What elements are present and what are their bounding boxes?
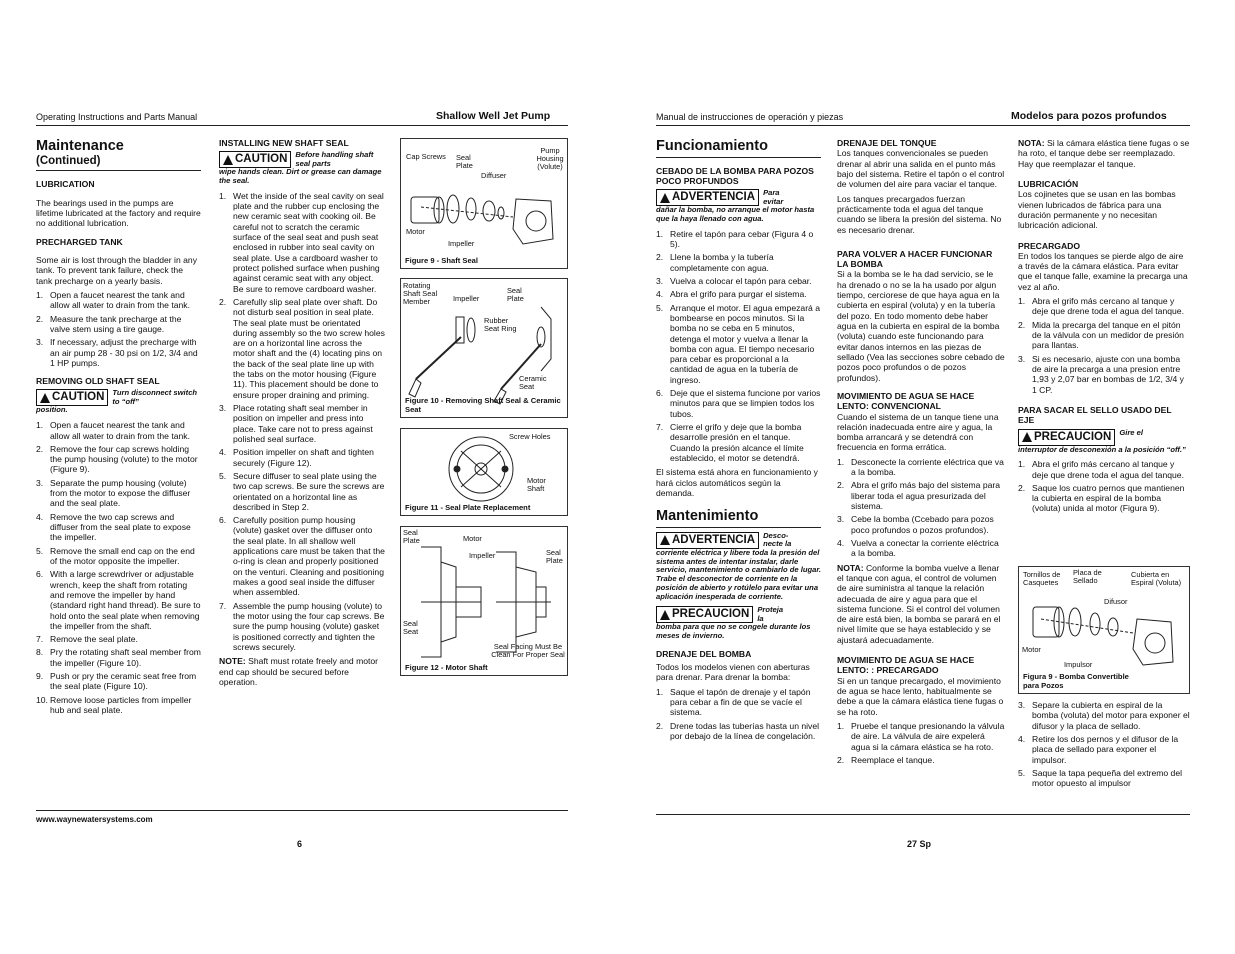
conv-steps (837, 457, 1005, 559)
mant-caution: PRECAUCION Proteja la (656, 606, 821, 623)
right-col-1 (656, 138, 821, 745)
prec-text: Si en un tanque precargado, el movimiento de agua se hace lento, habitualmente se debe a que la cámara elástica tiene fugas o se ha roto. (837, 675, 1004, 717)
cebado-steps (656, 229, 821, 464)
cebado-warning-rest: dañar la bomba, no arranque el motor hasta que la haya llenado con agua. (656, 205, 815, 224)
installing-steps (219, 191, 386, 652)
warning-triangle-icon (660, 610, 670, 620)
figure-11-seal-plate (400, 428, 568, 516)
list-item: 8. Pry the rotating shaft seal member from the impeller (Figure 10). (36, 647, 201, 668)
figure-label: Motor Shaft (527, 476, 546, 494)
sacar-caution-rest: interruptor de desconexión a la posición “off.” (1018, 444, 1186, 454)
footer-rule (656, 814, 1190, 815)
list-item: 2. Saque los cuatro pernos que mantienen la cubierta en espiral de la bomba (voluta) unida al motor (Figura 9). (1018, 482, 1185, 514)
figure-label: Cubierta en Espiral (Voluta) (1131, 570, 1182, 588)
list-item: 3. If necessary, adjust the precharge with an air pump 28 - 30 psi on 1/2, 3/4 and 1 HP pumps. (36, 337, 198, 368)
list-item: 5. Saque la tapa pequeña del extremo del motor opuesto al impulsor (1018, 767, 1183, 789)
list-item: 2. Remove the four cap screws holding the pump housing (volute) to the motor (Figure 9). (36, 443, 198, 475)
list-item: 1. Abra el grifo más cercano al tanque y deje que drene toda el agua del tanque. (1018, 296, 1184, 317)
list-item: 3. Si es necesario, ajuste con una bomba de aire la precarga a una presion entre 1,93 y 2,07 bar en bombas de 1/2, 3/4 y 1 CP. (1018, 353, 1184, 395)
sacar-caution: PRECAUCION Gire el (1018, 429, 1190, 446)
prec-heading: MOVIMIENTO DE AGUA SE HACE LENTO: : PRECARGADO (837, 655, 975, 676)
figure-label: Impeller (448, 239, 475, 248)
drenaje-bomba-steps (656, 687, 821, 742)
list-item: 6. With a large screwdriver or adjustable wrench, keep the shaft from rotating and remove the impeller by hand (standard right hand thread). Be sure to hold onto the seal plate when removing the impeller from the shaft. (36, 569, 201, 631)
list-item: 2. Abra el grifo más bajo del sistema para liberar toda el agua presurizada del sistema. (837, 480, 1001, 511)
figure-label: Motor (1022, 645, 1041, 654)
list-item: 5. Remove the small end cap on the end of the motor opposite the impeller. (36, 545, 195, 566)
installing-caution-rest: wipe hands clean. Dirt or grease can damage the seal. (219, 167, 382, 186)
lub-heading: LUBRICACIÓN (1018, 178, 1079, 189)
list-item: 1. Desconecte la corriente eléctrica que va a la bomba. (837, 456, 1004, 478)
header-left: Operating Instructions and Parts Manual (36, 112, 198, 122)
figure-label: Impulsor (1064, 660, 1093, 669)
title-rule (656, 157, 821, 158)
mant-warning-rest: corriente eléctrica y libere toda la presión del sistema antes de intentar instalar, darle servicio, mantenimiento o cambiarlo de lugar. Trabe el desconector de corriente en la posición de abierto y rotúlelo para evitar una aplicación inesperada de corriente. (656, 547, 822, 601)
lubrication-text: The bearings used in the pumps are lifetime lubricated at the factory and require no additional lubrication. (36, 197, 201, 229)
list-item: 4. Retire los dos pernos y el difusor de la placa de sellado para exponer el impulsor. (1018, 733, 1179, 765)
sacar-heading: PARA SACAR EL SELLO USADO DEL EJE (1018, 404, 1172, 426)
conv-note: NOTA: Conforme la bomba vuelve a llenar el tanque con agua, el control de volumen de aire suministra al tanque la relación adecuada de aire y agua para que el sistema funcione. Si el control del volumen de aire está bien, la bomba se parará en el nivel límite que se haya establecido y se ajustará adecuadamente. (837, 562, 1001, 645)
list-item: 4. Abra el grifo para purgar el sistema. (656, 289, 807, 300)
warning-triangle-icon (40, 393, 50, 403)
lub-text: Los cojinetes que se usan en las bombas vienen lubricados de fábrica para una duración permanente y no necesitan lubricación adicional. (1018, 189, 1176, 231)
warning-triangle-icon (660, 193, 670, 203)
figure-label: Rotating Shaft Seal Member (403, 281, 438, 307)
col3-note: NOTA: Si la cámara elástica tiene fugas o se ha roto, el tanque debe ser reemplazado. Hay que reemplazar el tanque. (1018, 138, 1190, 169)
list-item: 2. Reemplace el tanque. (837, 754, 935, 765)
cebado-warning: ADVERTENCIA Para evitar (656, 189, 821, 206)
figure-label: Seal Plate (403, 528, 420, 546)
installing-caution: CAUTION Before handling shaft seal parts (219, 151, 386, 168)
list-item: 2. Mida la precarga del tanque en el pitón de la válvula con un medidor de presión para llantas. (1018, 319, 1184, 351)
page-title: Maintenance (36, 138, 124, 154)
installing-heading: INSTALLING NEW SHAFT SEAL (219, 138, 349, 148)
list-item: 4. Position impeller on shaft and tighten securely (Figure 12). (219, 447, 374, 468)
list-item: 2. Measure the tank precharge at the valve stem using a tire gauge. (36, 313, 182, 334)
removing-steps (36, 420, 201, 715)
figure-label: Screw Holes (509, 432, 551, 441)
volver-heading: PARA VOLVER A HACER FUNCIONAR LA BOMBA (837, 248, 993, 270)
precargado-steps (1018, 296, 1190, 395)
list-item: 9. Push or pry the ceramic seat free from the seal plate (Figure 10). (36, 671, 197, 692)
list-item: 1. Saque el tapón de drenaje y el tapón para cebar a fin de que se vacíe el sistema. (656, 686, 811, 718)
list-item: 1. Retire el tapón para cebar (Figura 4 o 5). (656, 228, 814, 250)
mant-warning: ADVERTENCIA Desco-necte la (656, 532, 821, 549)
figure-12-motor-shaft (400, 526, 568, 676)
warning-badge: ADVERTENCIA (656, 532, 759, 549)
list-item: 1. Open a faucet nearest the tank and allow all water to drain from the tank. (36, 420, 190, 441)
list-item: 3. Cebe la bomba (Ccebado para pozos poco profundos o pozos profundos). (837, 514, 994, 535)
header-left: Manual de instrucciones de operación y piezas (656, 112, 844, 122)
precargado-heading: PRECARGADO (1018, 240, 1081, 251)
figure-label: Motor (463, 534, 482, 543)
warning-badge: ADVERTENCIA (656, 189, 759, 206)
precharged-heading: PRECHARGED TANK (36, 236, 123, 247)
figure-9-shaft-seal (400, 138, 568, 269)
figure-label: Difusor (1104, 597, 1128, 606)
section-title: Mantenimiento (656, 508, 759, 525)
drenaje-bomba-text: Todos los modelos vienen con aberturas para drenar. Para drenar la bomba: (656, 661, 810, 683)
header-right: Modelos para pozos profundos (1011, 110, 1167, 122)
figure-label: Rubber Seat Ring (484, 316, 517, 334)
figure-caption: Figure 9 - Shaft Seal (405, 255, 479, 265)
cebado-closing: El sistema está ahora en funcionamiento y hará ciclos automáticos según la demanda. (656, 467, 818, 498)
section-title: Funcionamiento (656, 138, 768, 154)
list-item: 2. Carefully slip seal plate over shaft. Do not disturb seal position in seal plate. The seal plate must be orientated during assembly so the two screw holes are on a horizontal line across the motor shaft and the (4) locating pins on the back of the seal plate line up with the tabs on the motor housing (Figure 11). This placement should be done to ensure proper draining and priming. (219, 296, 385, 400)
conv-text: Cuando el sistema de un tanque tiene una relación inadecuada entre aire y agua, la bomba arrancará y se detendrá con frecuencia en forma errática. (837, 411, 999, 453)
page-number: 27 Sp (907, 839, 932, 849)
figure-label: Ceramic Seat (519, 374, 547, 392)
mant-caution-rest: bomba para que no se congele durante los meses de invierno. (656, 622, 811, 640)
precharged-text: Some air is lost through the bladder in any tank. To prevent tank failure, check the tank precharge on a yearly basis. (36, 255, 197, 286)
list-item: 3. Place rotating shaft seal member in position on impeller and press into place. Take care not to press against polished seal surface. (219, 403, 373, 444)
footer-rule (36, 810, 568, 811)
drenaje-bomba-heading: DRENAJE DEL BOMBA (656, 648, 752, 659)
cebado-heading: CEBADO DE LA BOMBA PARA POZOS POCO PROFUNDOS (656, 165, 814, 186)
list-item: 7. Cierre el grifo y deje que la bomba desarrolle presión en el tanque. Cuando la presión alcance el límite establecido, el motor se detendrá. (656, 422, 804, 463)
figure-label: Seal Facing Must Be Clean For Proper Seal (491, 642, 565, 660)
list-item: 1. Wet the inside of the seal cavity on seal plate and the rubber cup enclosing the new ceramic seat with cooking oil. Be careful not to scratch the ceramic surface of the seal seat and push seat enclosed in rubber into seal cavity on seal plate. Use a cardboard washer to protect polished surface when pushing against ceramic seat with any object. Be sure to remove cardboard washer. (219, 190, 384, 294)
install-note: NOTE: Shaft must rotate freely and motor end cap should be secured before operation. (219, 656, 379, 687)
list-item: 10. Remove loose particles from impeller hub and seal plate. (36, 694, 192, 715)
precargado-text: En todos los tanques se pierde algo de aire a través de la cámara elástica. Para evitar que el tanque falle, examine la precarga una vez al año. (1018, 250, 1188, 292)
figure-10-removing-seal (400, 278, 568, 418)
drenaje-tanque-text-2: Los tanques precargados fuerzan prácticamente toda el agua del tanque cuando se libera la presión del sistema. No es necesario drenar. (837, 193, 1002, 235)
figure-label: Placa de Sellado (1073, 568, 1102, 586)
figure-caption: Figure 11 - Seal Plate Replacement (405, 502, 531, 512)
drenaje-tanque-text-1: Los tanques convencionales se pueden drenar al abrir una salida en el punto más bajo del sistema. Retire el tapón o el control de volumen del aire para vaciar el tanque. (837, 148, 1005, 190)
figure-caption: Figura 9 - Bomba Convertible para Pozos (1023, 671, 1129, 690)
list-item: 1. Pruebe el tanque presionando la válvula de aire. La válvula de aire expelerá agua si la cámara elástica se ha roto. (837, 720, 1005, 752)
sacar-steps-b (1018, 700, 1190, 789)
list-item: 5. Arranque el motor. El agua empezará a bombearse en pocos minutos. Si la bomba no se ceba en 5 minutos, detenga el motor y vuelva a llenar la bomba con agua. El tiempo necesario para cebar es proporcional a la cantidad de agua en la tubería de ingreso. (656, 302, 821, 385)
lubrication-heading: LUBRICATION (36, 179, 95, 190)
list-item: 2. Drene todas las tuberías hasta un nivel por debajo de la línea de congelación. (656, 720, 820, 741)
list-item: 6. Carefully position pump housing (volute) gasket over the diffuser onto the seal plate. In all shallow well applications care must be taken that the o-ring is clean and properly positioned on the venturi. Cleaning and positioning makes a good seal inside the diffuser when assembled. (219, 515, 385, 598)
right-col-2 (837, 138, 1005, 769)
page-number: 6 (297, 839, 303, 849)
list-item: 3. Separe la cubierta en espiral de la bomba (voluta) del motor para exponer el difusor y la placa de sellado. (1018, 700, 1190, 731)
figura-9-bomba (1018, 566, 1190, 694)
removing-heading: REMOVING OLD SHAFT SEAL (36, 376, 160, 387)
header-rule (36, 125, 568, 126)
conv-heading: MOVIMIENTO DE AGUA SE HACE LENTO: CONVENCIONAL (837, 390, 975, 412)
figure-label: Tornillos de Casquetes (1023, 570, 1061, 588)
figure-label: Pump Housing (Volute) (536, 146, 564, 172)
figure-label: Seal Plate (456, 153, 473, 171)
caution-badge: PRECAUCION (1018, 429, 1115, 446)
left-col-1 (36, 138, 201, 719)
header-right: Shallow Well Jet Pump (436, 110, 551, 122)
caution-badge: CAUTION (219, 151, 291, 168)
figure-label: Impeller (453, 294, 480, 303)
list-item: 2. Llene la bomba y la tubería completamente con agua. (656, 252, 774, 273)
list-item: 4. Vuelva a conectar la corriente eléctrica a la bomba. (837, 537, 999, 559)
figure-caption: Figure 10 - Removing Shaft Seal & Ceramic Seat (405, 395, 561, 414)
prec-steps (837, 721, 1005, 765)
list-item: 5. Secure diffuser to seal plate using the two cap screws. Be sure the screws are orientated on a horizontal line as described in Step 2. (219, 470, 385, 512)
title-rule (656, 527, 821, 528)
figure-label: Motor (406, 227, 425, 236)
list-item: 1. Abra el grifo más cercano al tanque y deje que drene toda el agua del tanque. (1018, 459, 1184, 480)
list-item: 4. Remove the two cap screws and diffuser from the seal plate to expose the impeller. (36, 511, 191, 543)
header-rule (656, 125, 1190, 126)
figure-caption: Figure 12 - Motor Shaft (405, 662, 488, 672)
list-item: 3. Vuelva a colocar el tapón para cebar. (656, 275, 812, 286)
left-col-2 (219, 138, 386, 691)
list-item: 6. Deje que el sistema funcione por varios minutos para que se limpien todos los tubos. (656, 388, 821, 419)
warning-triangle-icon (1022, 432, 1032, 442)
right-col-3-bottom (1018, 700, 1190, 793)
drenaje-tanque-heading: DRENAJE DEL TONQUE (837, 138, 937, 148)
figure-label: Seal Plate (507, 286, 524, 304)
title-rule (36, 170, 201, 171)
figure-label: Cap Screws (406, 152, 446, 161)
list-item: 3. Separate the pump housing (volute) from the motor to expose the diffuser and the seal plate. (36, 477, 191, 509)
list-item: 1. Open a faucet nearest the tank and allow all water to drain from the tank. (36, 289, 190, 311)
figure-label: Impeller (469, 551, 496, 560)
removing-caution: CAUTION Turn disconnect switch to “off” (36, 389, 201, 406)
caution-badge: CAUTION (36, 389, 108, 406)
page-subtitle: (Continued) (36, 154, 101, 167)
right-col-3 (1018, 138, 1190, 518)
volver-text: Si a la bomba se le ha dad servicio, se le ha drenado o no se la ha usado por algun tiempo, cerciorese de que haya agua en la cubierta en espiral (voluta) y en la tubería del pozo. En todo momento debe haber agua en la cubierta en espiral de la bomba (voluta) cuando este funcionando para evitar danos internos en las piezas de sellado (Vea las secciones sobre cebado de pozos poco profundos o de pozos profundos). (837, 269, 1005, 383)
warning-triangle-icon (660, 535, 670, 545)
removing-caution-rest: position. (36, 405, 68, 415)
sacar-steps-a (1018, 459, 1190, 514)
figure-label: Seal Seat (403, 619, 419, 637)
figure-label: Diffuser (481, 171, 507, 180)
precharged-steps (36, 290, 201, 368)
figure-label: Seal Plate (546, 548, 563, 566)
list-item: 7. Assemble the pump housing (volute) to the motor using the four cap screws. Be sure the pump housing (volute) gasket is positioned correctly and tighten the screws securely. (219, 600, 385, 652)
footer-url[interactable]: www.waynewatersystems.com (36, 815, 153, 824)
caution-badge: PRECAUCION (656, 606, 753, 623)
list-item: 7. Remove the seal plate. (36, 634, 138, 645)
warning-triangle-icon (223, 155, 233, 165)
